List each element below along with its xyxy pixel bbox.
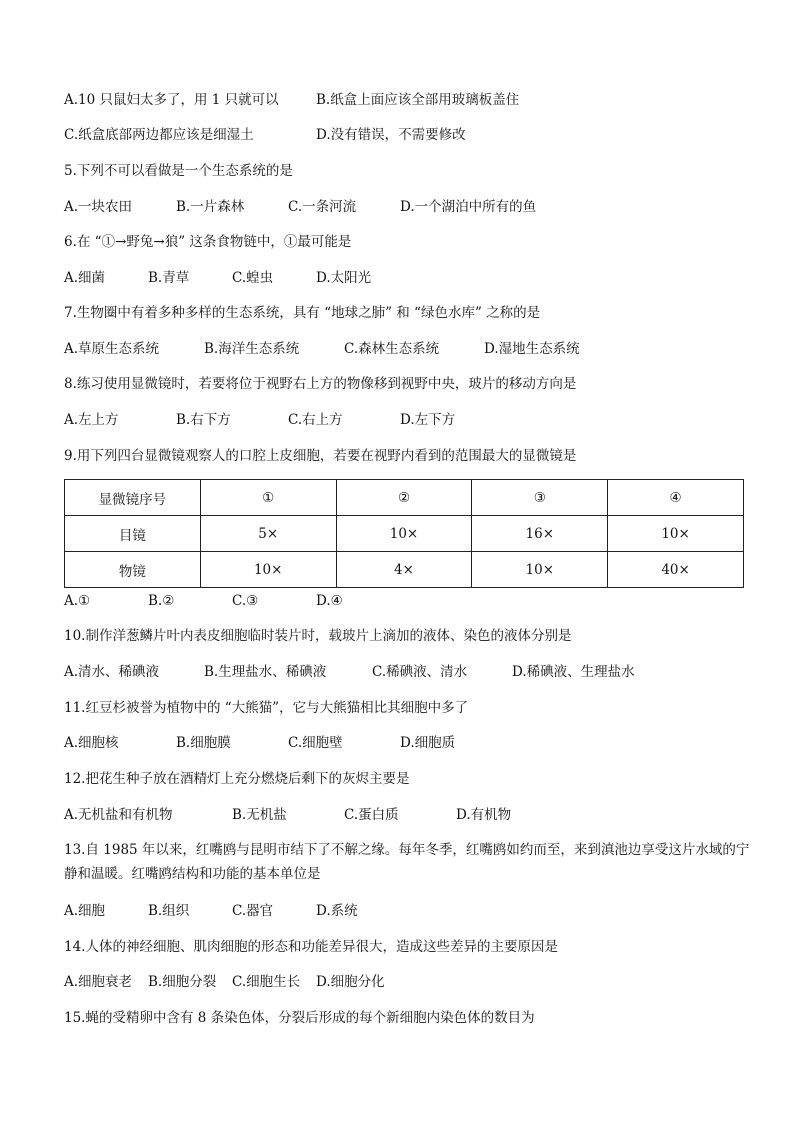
- table-cell: 4×: [336, 552, 472, 588]
- q4-option-d: D.没有错误，不需要修改: [316, 127, 466, 143]
- q5-option-b: B.一片森林: [176, 199, 245, 215]
- q6-option-c: C.蝗虫: [232, 270, 274, 286]
- table-cell: 10×: [200, 552, 336, 588]
- table-cell: 10×: [608, 516, 744, 552]
- table-cell: 40×: [608, 552, 744, 588]
- q10-option-a: A.清水、稀碘液: [64, 664, 160, 680]
- q4-option-b: B.纸盒上面应该全部用玻璃板盖住: [316, 92, 520, 108]
- q10-stem: 10.制作洋葱鳞片叶内表皮细胞临时装片时，载玻片上滴加的液体、染色的液体分别是: [64, 628, 572, 644]
- q6-option-a: A.细菌: [64, 270, 106, 286]
- q14-stem: 14.人体的神经细胞、肌肉细胞的形态和功能差异很大，造成这些差异的主要原因是: [64, 939, 558, 955]
- q8-option-b: B.右下方: [176, 412, 231, 428]
- table-row: [65, 552, 744, 588]
- table-row-label: 目镜: [65, 516, 201, 552]
- q10-option-c: C.稀碘液、清水: [372, 664, 468, 680]
- q13-option-d: D.系统: [316, 903, 358, 919]
- q14-option-a: A.细胞衰老: [64, 974, 133, 990]
- q6-stem: 6.在 “①→野兔→狼” 这条食物链中，①最可能是: [64, 234, 352, 250]
- microscope-table: [64, 479, 744, 588]
- q13-stem: 13.自 1985 年以来，红嘴鸥与昆明市结下了不解之缘。每年冬季，红嘴鸥如约而至，来到滇池边享受这片水域的宁静和温暖。红嘴鸥结构和功能的基本单位是: [64, 842, 750, 882]
- q8-option-a: A.左上方: [64, 412, 119, 428]
- q10-option-b: B.生理盐水、稀碘液: [204, 664, 327, 680]
- q7-option-c: C.森林生态系统: [344, 341, 440, 357]
- q14-option-d: D.细胞分化: [316, 974, 385, 990]
- q12-option-d: D.有机物: [456, 807, 512, 823]
- q12-option-b: B.无机盐: [232, 807, 287, 823]
- q7-option-d: D.湿地生态系统: [484, 341, 580, 357]
- q4-option-a: A.10 只鼠妇太多了，用 1 只就可以: [64, 92, 279, 108]
- q7-stem: 7.生物圈中有着多种多样的生态系统，具有 “地球之肺” 和 “绿色水库” 之称的是: [64, 305, 541, 321]
- q8-option-d: D.左下方: [400, 412, 456, 428]
- q12-option-c: C.蛋白质: [344, 807, 399, 823]
- q9-stem: 9.用下列四台显微镜观察人的口腔上皮细胞，若要在视野内看到的范围最大的显微镜是: [64, 448, 577, 464]
- q13-option-a: A.细胞: [64, 903, 106, 919]
- q12-option-a: A.无机盐和有机物: [64, 807, 173, 823]
- q6-option-d: D.太阳光: [316, 270, 372, 286]
- table-header-cell: ①: [200, 480, 336, 516]
- table-row-label: 物镜: [65, 552, 201, 588]
- table-row: [65, 516, 744, 552]
- q9-option-d: D.④: [316, 593, 343, 609]
- table-cell: 16×: [472, 516, 608, 552]
- table-cell: 10×: [336, 516, 472, 552]
- q11-option-c: C.细胞壁: [288, 735, 343, 751]
- q11-option-b: B.细胞膜: [176, 735, 231, 751]
- q9-option-a: A.①: [64, 593, 91, 609]
- q11-option-a: A.细胞核: [64, 735, 119, 751]
- table-header-cell: ②: [336, 480, 472, 516]
- q14-option-b: B.细胞分裂: [148, 974, 217, 990]
- q9-option-b: B.②: [148, 593, 175, 609]
- q15-stem: 15.蝇的受精卵中含有 8 条染色体，分裂后形成的每个新细胞内染色体的数目为: [64, 1010, 535, 1026]
- q11-stem: 11.红豆杉被誉为植物中的 “大熊猫”，它与大熊猫相比其细胞中多了: [64, 700, 469, 716]
- q5-option-d: D.一个湖泊中所有的鱼: [400, 199, 537, 215]
- table-cell: 10×: [472, 552, 608, 588]
- q13-option-c: C.器官: [232, 903, 274, 919]
- q11-option-d: D.细胞质: [400, 735, 456, 751]
- table-header-cell: 显微镜序号: [65, 480, 201, 516]
- q14-option-c: C.细胞生长: [232, 974, 301, 990]
- q8-stem: 8.练习使用显微镜时，若要将位于视野右上方的物像移到视野中央，玻片的移动方向是: [64, 376, 577, 392]
- q4-option-c: C.纸盒底部两边都应该是细湿土: [64, 127, 254, 143]
- q7-option-b: B.海洋生态系统: [204, 341, 300, 357]
- q5-option-a: A.一块农田: [64, 199, 133, 215]
- table-cell: 5×: [200, 516, 336, 552]
- q5-option-c: C.一条河流: [288, 199, 357, 215]
- q13-option-b: B.组织: [148, 903, 190, 919]
- q7-option-a: A.草原生态系统: [64, 341, 160, 357]
- q5-stem: 5.下列不可以看做是一个生态系统的是: [64, 163, 293, 179]
- q8-option-c: C.右上方: [288, 412, 343, 428]
- q10-option-d: D.稀碘液、生理盐水: [512, 664, 635, 680]
- q6-option-b: B.青草: [148, 270, 190, 286]
- q9-option-c: C.③: [232, 593, 259, 609]
- q12-stem: 12.把花生种子放在酒精灯上充分燃烧后剩下的灰烬主要是: [64, 771, 410, 787]
- table-header-cell: ④: [608, 480, 744, 516]
- table-header-row: [65, 480, 744, 516]
- table-header-cell: ③: [472, 480, 608, 516]
